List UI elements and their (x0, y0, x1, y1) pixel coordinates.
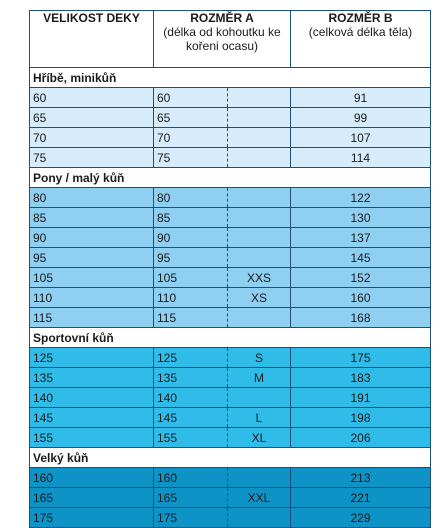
dimension-a-cell: 110 (154, 288, 228, 308)
dimension-b-cell: 122 (291, 188, 431, 208)
size-cell: 75 (30, 148, 154, 168)
size-cell: 60 (30, 88, 154, 108)
section-title: Hříbě, minikůň (30, 68, 431, 88)
dimension-a-cell: 160 (154, 468, 228, 488)
dimension-b-cell: 145 (291, 248, 431, 268)
section-title: Sportovní kůň (30, 328, 431, 348)
dimension-b-cell: 175 (291, 348, 431, 368)
size-code-cell: XXS (228, 268, 291, 288)
dimension-b-cell: 213 (291, 468, 431, 488)
size-code-cell: L (228, 408, 291, 428)
size-cell: 175 (30, 508, 154, 528)
dimension-a-cell: 175 (154, 508, 228, 528)
size-code-cell: XS (228, 288, 291, 308)
table-row (30, 208, 431, 228)
table-row (30, 348, 431, 368)
dimension-a-cell: 145 (154, 408, 228, 428)
size-cell: 135 (30, 368, 154, 388)
dimension-b-cell: 206 (291, 428, 431, 448)
size-code-cell (228, 248, 291, 268)
header-dimension-b-subtitle: (celková délka těla) (308, 25, 413, 39)
dimension-b-cell: 183 (291, 368, 431, 388)
size-cell: 145 (30, 408, 154, 428)
section-title: Velký kůň (30, 448, 431, 468)
dimension-b-cell: 191 (291, 388, 431, 408)
table-row (30, 148, 431, 168)
header-blanket-size: VELIKOST DEKY (30, 11, 154, 68)
table-row (30, 88, 431, 108)
size-cell: 110 (30, 288, 154, 308)
table-row (30, 268, 431, 288)
dimension-b-cell: 107 (291, 128, 431, 148)
dimension-a-cell: 95 (154, 248, 228, 268)
size-code-cell: XL (228, 428, 291, 448)
header-dimension-a (154, 11, 291, 68)
size-cell: 90 (30, 228, 154, 248)
size-chart (29, 10, 430, 528)
dimension-b-cell: 168 (291, 308, 431, 328)
blanket-size-table (29, 10, 431, 528)
dimension-a-cell: 70 (154, 128, 228, 148)
table-row (30, 408, 431, 428)
size-code-cell (228, 128, 291, 148)
size-code-cell: XXL (228, 488, 291, 508)
dimension-b-cell: 160 (291, 288, 431, 308)
dimension-a-cell: 85 (154, 208, 228, 228)
size-cell: 105 (30, 268, 154, 288)
size-cell: 160 (30, 468, 154, 488)
dimension-a-cell: 125 (154, 348, 228, 368)
size-code-cell (228, 88, 291, 108)
table-row (30, 468, 431, 488)
table-row (30, 368, 431, 388)
table-row (30, 188, 431, 208)
size-cell: 80 (30, 188, 154, 208)
table-row (30, 488, 431, 508)
dimension-a-cell: 140 (154, 388, 228, 408)
header-dimension-b (291, 11, 431, 68)
size-cell: 70 (30, 128, 154, 148)
size-cell: 65 (30, 108, 154, 128)
table-row (30, 388, 431, 408)
size-code-cell (228, 208, 291, 228)
size-code-cell (228, 468, 291, 488)
header-dimension-a-title: ROZMĚR A (190, 11, 254, 25)
dimension-a-cell: 105 (154, 268, 228, 288)
size-cell: 85 (30, 208, 154, 228)
table-row (30, 308, 431, 328)
table-row (30, 248, 431, 268)
dimension-b-cell: 198 (291, 408, 431, 428)
section-header-row (30, 68, 431, 88)
size-cell: 95 (30, 248, 154, 268)
dimension-b-cell: 137 (291, 228, 431, 248)
dimension-a-cell: 75 (154, 148, 228, 168)
dimension-a-cell: 65 (154, 108, 228, 128)
dimension-a-cell: 115 (154, 308, 228, 328)
size-code-cell (228, 108, 291, 128)
dimension-a-cell: 90 (154, 228, 228, 248)
section-title: Pony / malý kůň (30, 168, 431, 188)
header-dimension-b-title: ROZMĚR B (328, 11, 393, 25)
size-cell: 125 (30, 348, 154, 368)
dimension-a-cell: 60 (154, 88, 228, 108)
table-row (30, 288, 431, 308)
dimension-b-cell: 91 (291, 88, 431, 108)
size-code-cell (228, 228, 291, 248)
size-code-cell: M (228, 368, 291, 388)
dimension-b-cell: 130 (291, 208, 431, 228)
table-row (30, 428, 431, 448)
size-code-cell (228, 148, 291, 168)
size-cell: 140 (30, 388, 154, 408)
table-row (30, 508, 431, 528)
header-dimension-a-subtitle: (délka od kohoutku ke kořeni ocasu) (163, 25, 281, 53)
dimension-b-cell: 99 (291, 108, 431, 128)
dimension-a-cell: 80 (154, 188, 228, 208)
section-header-row (30, 448, 431, 468)
table-row (30, 108, 431, 128)
section-header-row (30, 328, 431, 348)
size-code-cell (228, 308, 291, 328)
dimension-b-cell: 229 (291, 508, 431, 528)
size-code-cell (228, 508, 291, 528)
dimension-b-cell: 221 (291, 488, 431, 508)
dimension-b-cell: 152 (291, 268, 431, 288)
size-cell: 115 (30, 308, 154, 328)
size-cell: 165 (30, 488, 154, 508)
section-header-row (30, 168, 431, 188)
dimension-a-cell: 135 (154, 368, 228, 388)
table-row (30, 128, 431, 148)
dimension-a-cell: 155 (154, 428, 228, 448)
size-code-cell (228, 388, 291, 408)
size-code-cell (228, 188, 291, 208)
table-row (30, 228, 431, 248)
dimension-b-cell: 114 (291, 148, 431, 168)
table-header-row (30, 11, 431, 68)
dimension-a-cell: 165 (154, 488, 228, 508)
size-cell: 155 (30, 428, 154, 448)
size-code-cell: S (228, 348, 291, 368)
